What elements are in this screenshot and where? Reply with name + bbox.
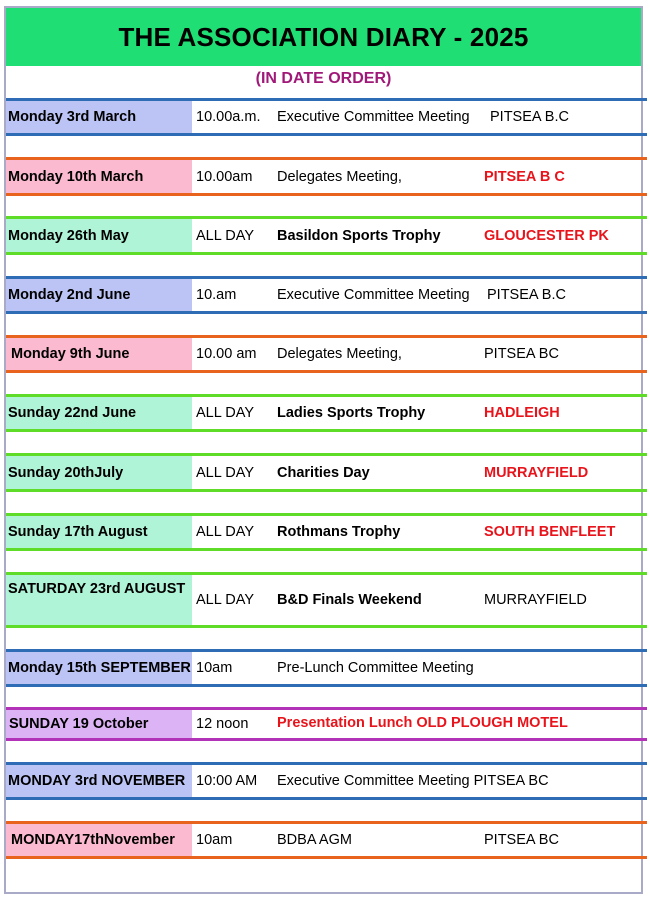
event-row bbox=[6, 575, 641, 625]
event-time: 12 noon bbox=[196, 716, 249, 732]
event-venue: PITSEA B C bbox=[484, 168, 565, 185]
event-name: Rothmans Trophy bbox=[277, 524, 401, 540]
row-divider bbox=[6, 252, 647, 255]
title-banner bbox=[6, 8, 641, 66]
row-divider bbox=[6, 193, 647, 196]
event-time: 10am bbox=[196, 660, 233, 676]
event-venue: MURRAYFIELD bbox=[484, 464, 589, 481]
event-row bbox=[6, 824, 641, 856]
event-name: BDBA AGM bbox=[277, 832, 352, 848]
event-venue: HADLEIGH bbox=[484, 405, 560, 421]
event-date: SATURDAY 23rd AUGUST bbox=[6, 575, 192, 625]
event-time: 10.am bbox=[196, 287, 237, 303]
event-venue: MURRAYFIELD bbox=[484, 592, 587, 608]
event-row bbox=[6, 219, 641, 252]
event-time: 10am bbox=[196, 832, 233, 848]
event-date: Sunday 22nd June bbox=[6, 397, 192, 429]
event-venue: GLOUCESTER PK bbox=[484, 227, 609, 244]
event-time: 10:00 AM bbox=[196, 773, 258, 789]
row-divider bbox=[6, 625, 647, 628]
event-row bbox=[6, 279, 641, 311]
event-name: Pre-Lunch Committee Meeting bbox=[277, 660, 474, 676]
event-time: ALL DAY bbox=[196, 227, 255, 244]
event-venue: SOUTH BENFLEET bbox=[484, 524, 616, 540]
event-time: 10.00am bbox=[196, 168, 253, 185]
event-time: 10.00 am bbox=[196, 346, 257, 362]
event-name: Executive Committee Meeting bbox=[277, 287, 470, 303]
row-divider bbox=[6, 797, 647, 800]
event-venue: PITSEA B.C bbox=[490, 109, 569, 125]
event-date: MONDAY17thNovember bbox=[6, 824, 192, 856]
diary-frame bbox=[4, 6, 643, 894]
event-row bbox=[6, 456, 641, 489]
row-divider bbox=[6, 684, 647, 687]
event-name: Delegates Meeting, bbox=[277, 168, 402, 185]
event-date: SUNDAY 19 October bbox=[6, 710, 192, 738]
event-date: Monday 2nd June bbox=[6, 279, 192, 311]
event-row bbox=[6, 160, 641, 193]
event-name: Executive Committee Meeting bbox=[277, 109, 470, 125]
event-time: 10.00a.m. bbox=[196, 109, 261, 125]
event-row bbox=[6, 765, 641, 797]
event-venue: PITSEA BC bbox=[484, 346, 559, 362]
event-row bbox=[6, 338, 641, 370]
event-venue: PITSEA BC bbox=[484, 832, 559, 848]
event-name: Presentation Lunch OLD PLOUGH MOTEL bbox=[277, 715, 568, 731]
event-row bbox=[6, 397, 641, 429]
event-name: Basildon Sports Trophy bbox=[277, 227, 441, 244]
page-subtitle: (IN DATE ORDER) bbox=[255, 70, 392, 87]
event-time: ALL DAY bbox=[196, 524, 255, 540]
event-date: Sunday 17th August bbox=[6, 516, 192, 548]
row-divider bbox=[6, 133, 647, 136]
row-divider bbox=[6, 548, 647, 551]
event-date: Monday 10th March bbox=[6, 160, 192, 193]
event-name: Executive Committee Meeting PITSEA BC bbox=[277, 773, 549, 789]
event-time: ALL DAY bbox=[196, 405, 255, 421]
row-divider bbox=[6, 489, 647, 492]
row-divider bbox=[6, 429, 647, 432]
event-date: Monday 3rd March bbox=[6, 101, 192, 133]
event-name: Charities Day bbox=[277, 464, 370, 481]
event-name: B&D Finals Weekend bbox=[277, 592, 422, 608]
event-name: Ladies Sports Trophy bbox=[277, 405, 426, 421]
event-name: Delegates Meeting, bbox=[277, 346, 402, 362]
event-row bbox=[6, 101, 641, 133]
page-title: THE ASSOCIATION DIARY - 2025 bbox=[118, 21, 529, 52]
event-venue: PITSEA B.C bbox=[487, 287, 566, 303]
event-row bbox=[6, 710, 641, 738]
event-date: Monday 15th SEPTEMBER bbox=[6, 652, 192, 684]
row-divider bbox=[6, 856, 647, 859]
event-date: Sunday 20thJuly bbox=[6, 456, 192, 489]
event-date: Monday 26th May bbox=[6, 219, 192, 252]
row-divider bbox=[6, 311, 647, 314]
event-time: ALL DAY bbox=[196, 464, 255, 481]
event-time: ALL DAY bbox=[196, 592, 255, 608]
row-divider bbox=[6, 738, 647, 741]
event-date: Monday 9th June bbox=[6, 338, 192, 370]
event-row bbox=[6, 516, 641, 548]
event-date: MONDAY 3rd NOVEMBER bbox=[6, 765, 192, 797]
row-divider bbox=[6, 370, 647, 373]
event-row bbox=[6, 652, 641, 684]
